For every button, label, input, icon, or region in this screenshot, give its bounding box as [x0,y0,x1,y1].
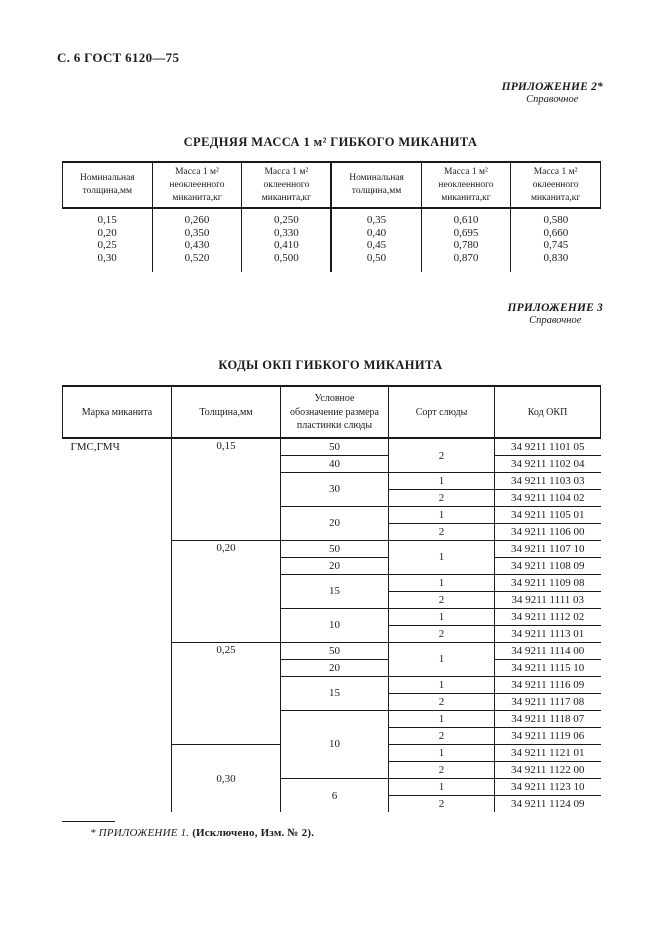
okp-codes-table [62,385,601,812]
table-cell: 0,20 [97,226,117,239]
table-cell: 0,780 [421,239,511,252]
table-cell: 0,410 [242,239,332,252]
table-cell: ГМС,ГМЧ [70,441,120,454]
table-cell: 1 [389,676,495,693]
table-cell: 30 [281,472,389,506]
table-cell: 0,40 [331,227,421,240]
table-cell: 0,745 [511,239,601,252]
table-cell: 50 [281,438,389,455]
table-cell: 1 [389,472,495,489]
table-cell: 2 [389,795,495,812]
table-cell: 34 9211 1123 10 [495,778,601,795]
table-cell: 0,15 [97,214,117,227]
table-cell: 0,45 [331,239,421,252]
table-cell: 0,520 [152,252,242,273]
appendix-2-subtitle: Справочное [526,94,579,105]
table-cell: 34 9211 1114 00 [495,642,601,659]
table-cell: 1 [389,574,495,591]
table-cell: 0,350 [152,227,242,240]
footnote-bold: (Исключено, Изм. № 2). [192,827,315,840]
column-header: Толщина,мм [172,386,281,438]
table-cell: 1 [389,710,495,727]
table-cell: 34 9211 1104 02 [495,489,601,506]
table-cell: 34 9211 1121 01 [495,744,601,761]
table-cell: 15 [281,676,389,710]
column-header: Масса 1 м² неоклеенного миканита,кг [152,162,242,208]
table-cell: 0,50 [331,252,421,273]
table-cell: 0,580 [511,208,601,227]
table-cell: 34 9211 1115 10 [495,659,601,676]
column-header: Сорт слюды [389,386,495,438]
table-cell: 2 [389,625,495,642]
table-cell: 1 [389,778,495,795]
column-header: Марка миканита [63,386,172,438]
column-header: Номинальная толщина,мм [331,162,421,208]
footnote [62,821,661,839]
table-cell: 2 [389,727,495,744]
table-cell: 20 [281,659,389,676]
column-header: Код ОКП [495,386,601,438]
table-cell: 34 9211 1112 02 [495,608,601,625]
table-cell: 34 9211 1118 07 [495,710,601,727]
column-header: Масса 1 м² неоклеенного миканита,кг [421,162,511,208]
table-cell: 0,20 [172,540,281,642]
appendix-3-title: ПРИЛОЖЕНИЕ 3 [507,302,603,315]
okp-codes-title: КОДЫ ОКП ГИБКОГО МИКАНИТА [218,358,443,373]
table-cell: 2 [389,438,495,472]
page-header: С. 6 ГОСТ 6120—75 [57,50,180,65]
table-cell: 0,870 [421,252,511,273]
table-cell: 0,25 [97,239,117,252]
table-cell: 10 [281,608,389,642]
table-cell: 34 9211 1124 09 [495,795,601,812]
table-cell: 20 [281,557,389,574]
appendix-2-block [0,81,603,107]
table-cell: 34 9211 1106 00 [495,523,601,540]
table-cell: 34 9211 1122 00 [495,761,601,778]
table-cell: 34 9211 1111 03 [495,591,601,608]
table-row [63,227,601,240]
table-cell: 0,30 [172,744,281,812]
appendix-2-title: ПРИЛОЖЕНИЕ 2* [501,81,603,93]
table-cell: 40 [281,455,389,472]
table-cell: 2 [389,591,495,608]
table-cell: 34 9211 1117 08 [495,693,601,710]
header-row [63,386,601,438]
table-cell: 0,430 [152,239,242,252]
table-cell: 0,30 [97,251,117,264]
table-cell: 0,830 [511,252,601,273]
table-cell: 0,35 [331,208,421,227]
table-cell: 0,500 [242,252,332,273]
table-cell: 0,610 [421,208,511,227]
table-cell: 0,330 [242,227,332,240]
table-cell: 1 [389,642,495,676]
table-cell: 0,250 [242,208,332,227]
table-cell: 2 [389,489,495,506]
table-cell: 34 9211 1102 04 [495,455,601,472]
table-cell: 0,25 [172,642,281,744]
table-cell: 6 [281,778,389,812]
table-cell: 34 9211 1101 05 [495,438,601,455]
table-cell: 34 9211 1103 03 [495,472,601,489]
table-cell: 34 9211 1119 06 [495,727,601,744]
table-cell: 50 [281,642,389,659]
header-row [63,162,601,208]
footnote-rule [62,821,115,822]
table-cell: 15 [281,574,389,608]
table-cell: 2 [389,523,495,540]
column-header: Условное обозначение размера пластинки слюды [281,386,389,438]
table-row [63,239,601,252]
table-cell: 1 [389,540,495,574]
table-cell: 34 9211 1107 10 [495,540,601,557]
footnote-text [62,827,661,839]
table-row [63,438,601,455]
column-header: Масса 1 м² оклеенного миканита,кг [511,162,601,208]
column-header: Масса 1 м² оклеенного миканита,кг [242,162,332,208]
table-row [63,252,601,273]
average-mass-title: СРЕДНЯЯ МАССА 1 м² ГИБКОГО МИКАНИТА [183,135,478,149]
table-cell: 20 [281,506,389,540]
table-cell: 2 [389,693,495,710]
table-cell: 34 9211 1105 01 [495,506,601,523]
table-cell: 10 [281,710,389,778]
footnote-italic: * ПРИЛОЖЕНИЕ 1. [90,827,190,840]
column-header: Номинальная толщина,мм [63,162,153,208]
table-cell: 34 9211 1116 09 [495,676,601,693]
average-mass-table [62,161,601,272]
table-row [63,208,601,227]
appendix-3-block [0,302,603,328]
table-cell: 34 9211 1108 09 [495,557,601,574]
table-cell: 1 [389,506,495,523]
table-cell: 1 [389,744,495,761]
table-cell: 0,260 [152,208,242,227]
table-cell: 34 9211 1113 01 [495,625,601,642]
table-cell: 1 [389,608,495,625]
appendix-3-subtitle: Справочное [529,315,582,327]
table-cell: 50 [281,540,389,557]
table-cell: 0,695 [421,227,511,240]
table-cell: 0,15 [172,438,281,540]
table-cell: 0,660 [511,227,601,240]
table-cell: 34 9211 1109 08 [495,574,601,591]
table-cell: 2 [389,761,495,778]
